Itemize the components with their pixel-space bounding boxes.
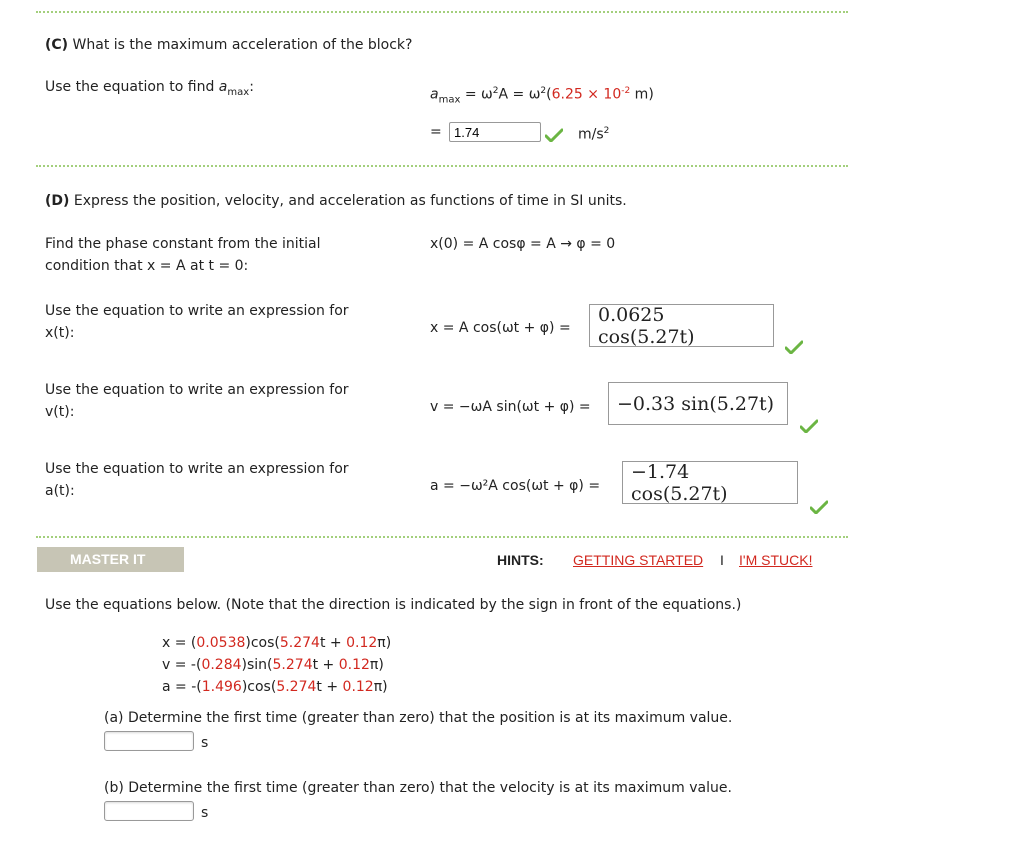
a-equation: a = −ω²A cos(ωt + φ) = <box>430 478 601 494</box>
x-answer-box[interactable]: 0.0625 cos(5.27t) <box>589 304 774 347</box>
a-prompt-line2: a(t): <box>45 483 75 499</box>
hints-label: HINTS: <box>497 552 544 568</box>
correct-check-icon <box>810 500 828 514</box>
question-b-unit: s <box>201 805 209 821</box>
v-prompt-line1: Use the equation to write an expression for <box>45 382 349 398</box>
correct-check-icon <box>785 340 803 354</box>
master-eq-x: x = (0.0538)cos(5.274t + 0.12π) <box>162 635 392 651</box>
x-prompt-line2: x(t): <box>45 325 75 341</box>
v-equation: v = −ωA sin(ωt + φ) = <box>430 399 591 415</box>
master-intro: Use the equations below. (Note that the direction is indicated by the sign in front of the equations.) <box>45 597 742 613</box>
phase-prompt-line2: condition that x = A at t = 0: <box>45 258 249 274</box>
v-prompt-line2: v(t): <box>45 404 75 420</box>
part-c-prompt: Use the equation to find $a_{max}$: <box>45 79 254 98</box>
question-b-input[interactable] <box>104 801 194 821</box>
question-a-input[interactable] <box>104 731 194 751</box>
a-answer-box[interactable]: −1.74 cos(5.27t) <box>622 461 798 504</box>
part-c-answer-eq: = <box>430 124 442 140</box>
x-prompt-line1: Use the equation to write an expression for <box>45 303 349 319</box>
section-divider <box>36 165 848 167</box>
im-stuck-link[interactable]: I'M STUCK! <box>739 552 813 568</box>
part-d-question: (D) Express the position, velocity, and acceleration as functions of time in SI units. <box>45 193 627 209</box>
a-prompt-line1: Use the equation to write an expression for <box>45 461 349 477</box>
correct-check-icon <box>800 419 818 433</box>
section-divider <box>36 11 848 13</box>
phase-equation: x(0) = A cosφ = A → φ = 0 <box>430 236 616 252</box>
part-c-answer-unit: $m/s^2$ <box>578 126 610 143</box>
question-a: (a) Determine the first time (greater than zero) that the position is at its maximum value. <box>104 710 733 726</box>
master-eq-v: v = -(0.284)sin(5.274t + 0.12π) <box>162 657 384 673</box>
section-divider <box>36 536 848 538</box>
master-eq-a: a = -(1.496)cos(5.274t + 0.12π) <box>162 679 388 695</box>
part-c-equation: $a_{max} = \omega^2A = \omega^2(6.25 \times 10^{-2}$ m) <box>430 86 654 106</box>
correct-check-icon <box>545 128 563 142</box>
hints-separator: I <box>720 552 724 568</box>
part-c-question: (C) What is the maximum acceleration of the block? <box>45 37 413 53</box>
getting-started-link[interactable]: GETTING STARTED <box>573 552 704 568</box>
question-a-unit: s <box>201 735 209 751</box>
v-answer-box[interactable]: −0.33 sin(5.27t) <box>608 382 788 425</box>
phase-prompt-line1: Find the phase constant from the initial <box>45 236 321 252</box>
x-equation: x = A cos(ωt + φ) = <box>430 320 571 336</box>
question-b: (b) Determine the first time (greater than zero) that the velocity is at its maximum value. <box>104 780 732 796</box>
part-c-answer-input[interactable] <box>449 122 541 142</box>
master-it-header: MASTER IT <box>37 547 184 572</box>
